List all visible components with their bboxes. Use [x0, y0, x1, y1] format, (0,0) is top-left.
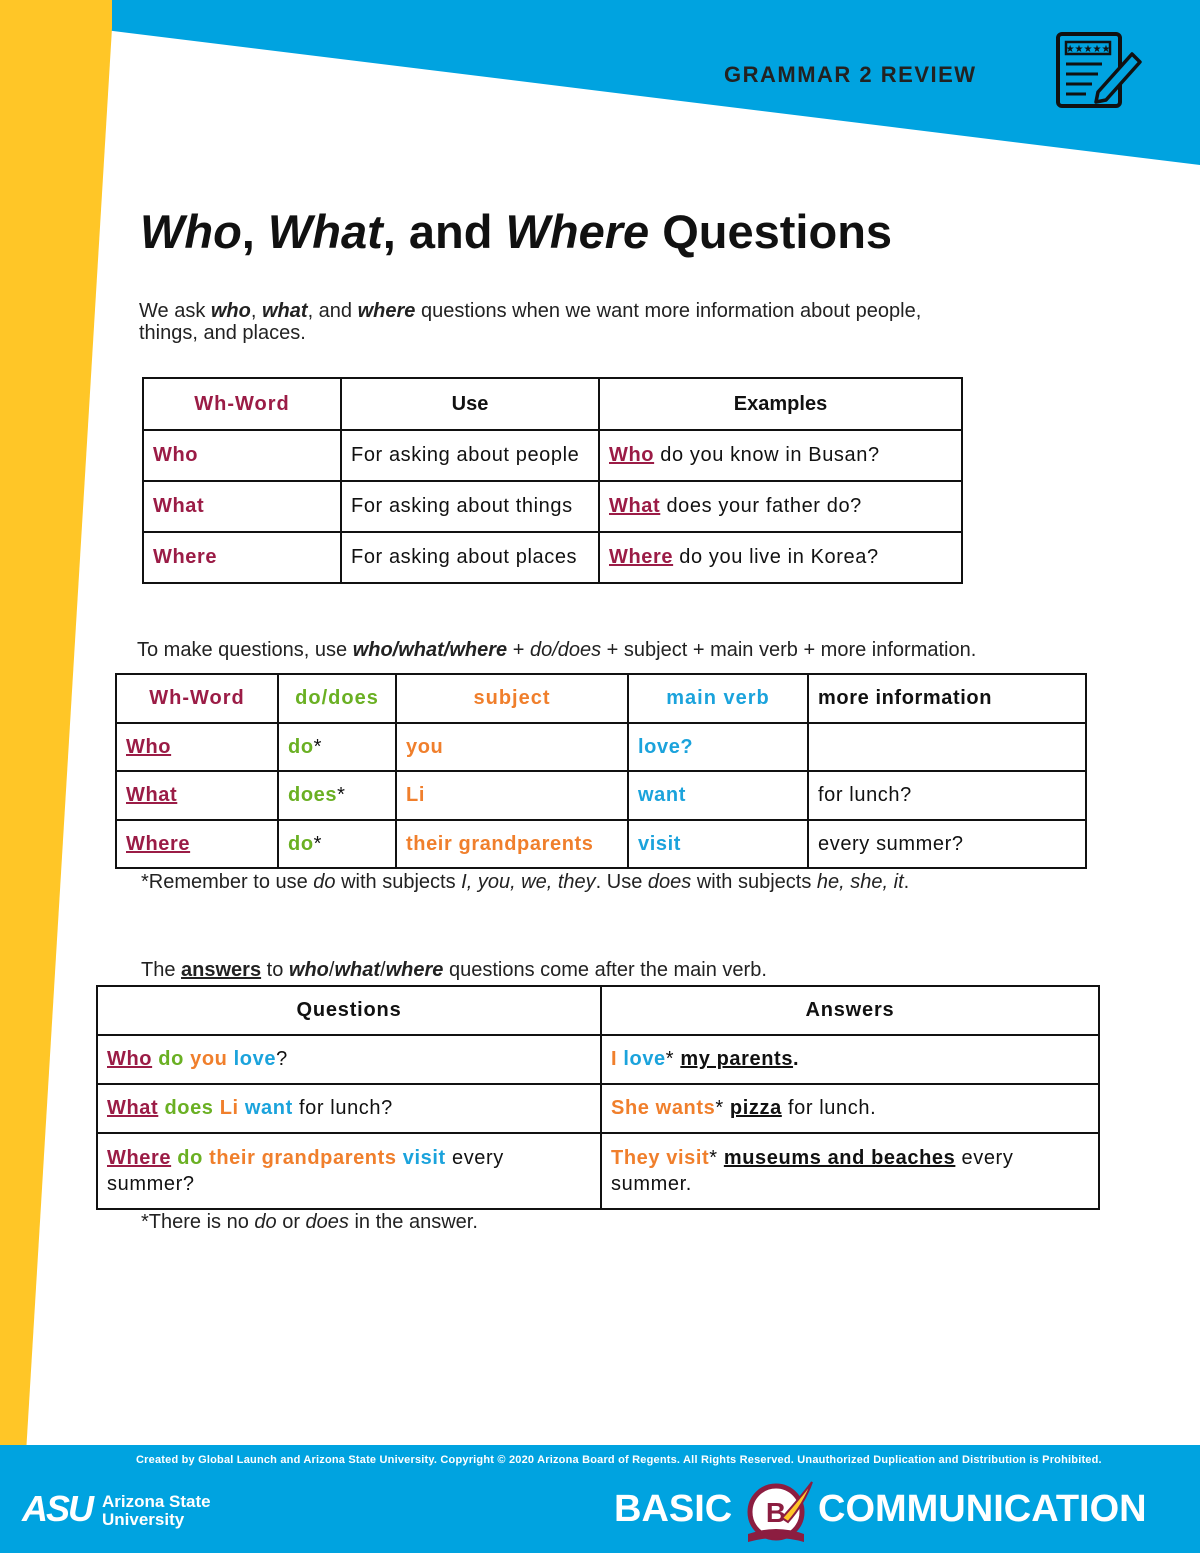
table-header: Answers [601, 986, 1099, 1035]
more-info-cell: every summer? [808, 820, 1086, 868]
wh-word-cell: Where [143, 532, 341, 583]
q-do: do [177, 1147, 203, 1169]
title-comma: , [382, 205, 396, 258]
table-header: subject [396, 674, 628, 723]
asu-mark: ASU [22, 1488, 93, 1529]
remember-text: . [903, 871, 910, 893]
table-row [97, 1035, 1099, 1084]
answers-where: where [385, 959, 444, 981]
q-wh-word: Who [107, 1048, 153, 1070]
intro-text: things, and places. [139, 322, 306, 344]
subject-cell: Li [396, 771, 628, 820]
q-verb: love [233, 1048, 277, 1070]
q-rest: every summer? [107, 1147, 504, 1195]
asterisk: * [709, 1147, 718, 1169]
table-header: do/does [278, 674, 396, 723]
wh-word-use-table [142, 377, 963, 584]
a-subject: I [611, 1048, 618, 1070]
question-cell [97, 1035, 601, 1084]
table-header: Wh-Word [143, 378, 341, 430]
table-header: Questions [97, 986, 601, 1035]
example-text: do you live in Korea? [673, 546, 879, 568]
a-verb: love [623, 1048, 666, 1070]
title-and: and [408, 205, 493, 258]
intro-who: who [210, 300, 251, 322]
question-cell [97, 1133, 601, 1209]
do-cell [278, 771, 396, 820]
title-where: Where [505, 205, 650, 258]
intro-what: what [262, 300, 308, 322]
question-cell [97, 1084, 601, 1133]
a-verb: wants [655, 1097, 716, 1119]
table-header: main verb [628, 674, 808, 723]
more-info-cell [808, 723, 1086, 771]
do-cell [278, 820, 396, 868]
example-wh-word: What [609, 495, 661, 517]
asterisk: * [313, 735, 323, 758]
intro-paragraph [139, 300, 1039, 344]
table-row [116, 820, 1086, 868]
q-rest: for lunch? [292, 1097, 393, 1119]
a-answer: my parents [680, 1048, 794, 1070]
asterisk: * [665, 1048, 675, 1070]
asterisk: * [313, 832, 323, 855]
make-dodoes: do/does [529, 639, 602, 661]
use-cell: For asking about things [341, 481, 599, 532]
asterisk: * [337, 784, 346, 806]
remember-subjects: I, you, we, they [461, 871, 596, 893]
q-rest: ? [276, 1048, 288, 1070]
make-text: To make questions, use [137, 639, 353, 661]
wh-word-cell: Where [116, 820, 278, 868]
q-do: do [158, 1048, 184, 1070]
answers-text: to [261, 959, 289, 981]
note-text: in the answer. [348, 1211, 478, 1233]
verb-cell: want [628, 771, 808, 820]
title-who: Who [140, 205, 242, 258]
wh-word-cell: What [116, 771, 278, 820]
header-title: GRAMMAR 2 REVIEW [724, 62, 977, 87]
table-header: Use [341, 378, 599, 430]
subject-cell: you [396, 723, 628, 771]
brand-communication: COMMUNICATION [818, 1488, 1147, 1530]
note-text: *There is no [141, 1211, 255, 1233]
q-verb: visit [402, 1147, 446, 1169]
do-word: does [288, 784, 338, 806]
title-questions: Questions [662, 205, 893, 258]
do-word: do [288, 832, 314, 855]
a-verb: visit [666, 1147, 710, 1169]
table-header: Wh-Word [116, 674, 278, 723]
page-title [140, 204, 892, 259]
a-rest: for lunch. [781, 1097, 877, 1119]
answers-intro [141, 959, 767, 981]
answer-cell [601, 1035, 1099, 1084]
a-subject: She [611, 1097, 650, 1119]
intro-text: We ask [139, 300, 211, 322]
note-do: do [254, 1211, 277, 1233]
header-blue-band [0, 0, 1200, 165]
document-pen-icon [1052, 28, 1144, 112]
make-questions-text [137, 639, 976, 661]
answers-what: what [334, 959, 381, 981]
q-subject: you [190, 1048, 228, 1070]
verb-cell: visit [628, 820, 808, 868]
answers-text: / [380, 959, 386, 981]
use-cell: For asking about people [341, 430, 599, 481]
asu-logo [22, 1488, 222, 1532]
question-structure-table [115, 673, 1087, 869]
asu-name-line1: Arizona State [102, 1492, 211, 1511]
remember-text: . Use [595, 871, 648, 893]
wh-word-cell: Who [116, 723, 278, 771]
asterisk: * [715, 1097, 724, 1119]
example-text: does your father do? [660, 495, 862, 517]
remember-text: with subjects [335, 871, 462, 893]
example-cell [599, 481, 962, 532]
q-wh-word: Where [107, 1147, 172, 1169]
make-text: + subject + main verb + more information. [601, 639, 977, 661]
wh-word-cell: Who [143, 430, 341, 481]
answer-cell [601, 1084, 1099, 1133]
q-subject: their grandparents [209, 1147, 397, 1169]
do-cell [278, 723, 396, 771]
answers-text: / [328, 959, 335, 981]
left-yellow-band [0, 0, 112, 1553]
remember-subjects: he, she, it [816, 871, 904, 893]
table-row [143, 430, 962, 481]
remember-text: *Remember to use [141, 871, 314, 893]
make-wh: who/what/where [352, 639, 508, 661]
table-header: more information [808, 674, 1086, 723]
table-row [97, 1084, 1099, 1133]
table-row [143, 481, 962, 532]
answer-note [141, 1211, 478, 1233]
example-wh-word: Where [609, 546, 674, 568]
q-verb: want [244, 1097, 293, 1119]
example-text: do you know in Busan? [654, 444, 880, 466]
table-row [97, 1133, 1099, 1209]
do-word: do [288, 735, 314, 758]
answers-who: who [288, 959, 329, 981]
remember-do: do [313, 871, 336, 893]
answer-cell [601, 1133, 1099, 1209]
q-subject: Li [219, 1097, 239, 1119]
answers-word: answers [181, 959, 262, 981]
intro-text: , and [307, 300, 358, 322]
intro-text: , [250, 300, 262, 322]
book-quill-emblem-icon [742, 1478, 816, 1546]
example-cell [599, 430, 962, 481]
example-cell [599, 532, 962, 583]
title-what: What [267, 205, 383, 258]
note-text: or [276, 1211, 306, 1233]
remember-does: does [647, 871, 692, 893]
svg-text:★★★★★: ★★★★★ [1065, 44, 1111, 55]
use-cell: For asking about places [341, 532, 599, 583]
intro-where: where [357, 300, 416, 322]
remember-note [141, 871, 909, 893]
table-row [116, 723, 1086, 771]
table-row [116, 771, 1086, 820]
example-wh-word: Who [609, 444, 655, 466]
answers-text: questions come after the main verb. [443, 959, 767, 981]
intro-text: questions when we want more information about people, [415, 300, 922, 322]
svg-text:B: B [765, 1497, 787, 1528]
remember-text: with subjects [691, 871, 817, 893]
verb-cell: love? [628, 723, 808, 771]
a-subject: They [611, 1147, 661, 1169]
wh-word-cell: What [143, 481, 341, 532]
q-wh-word: What [107, 1097, 159, 1119]
table-header: Examples [599, 378, 962, 430]
title-comma: , [241, 205, 255, 258]
table-row [143, 532, 962, 583]
copyright-text: Created by Global Launch and Arizona State University. Copyright © 2020 Arizona Board of Regents. All Rights Reserved. Unauthorized Duplication and Distribution is Prohibited. [136, 1454, 1102, 1466]
asu-name-line2: University [102, 1510, 185, 1529]
note-does: does [305, 1211, 349, 1233]
answers-text: The [141, 959, 182, 981]
a-answer: museums and beaches [723, 1147, 956, 1169]
a-rest: . [793, 1048, 800, 1070]
brand-basic: BASIC [614, 1488, 733, 1530]
q-do: does [164, 1097, 214, 1119]
subject-cell: their grandparents [396, 820, 628, 868]
questions-answers-table [96, 985, 1100, 1210]
a-answer: pizza [729, 1097, 782, 1119]
a-rest: every summer. [611, 1147, 1014, 1195]
make-text: + [507, 639, 530, 661]
more-info-cell: for lunch? [808, 771, 1086, 820]
